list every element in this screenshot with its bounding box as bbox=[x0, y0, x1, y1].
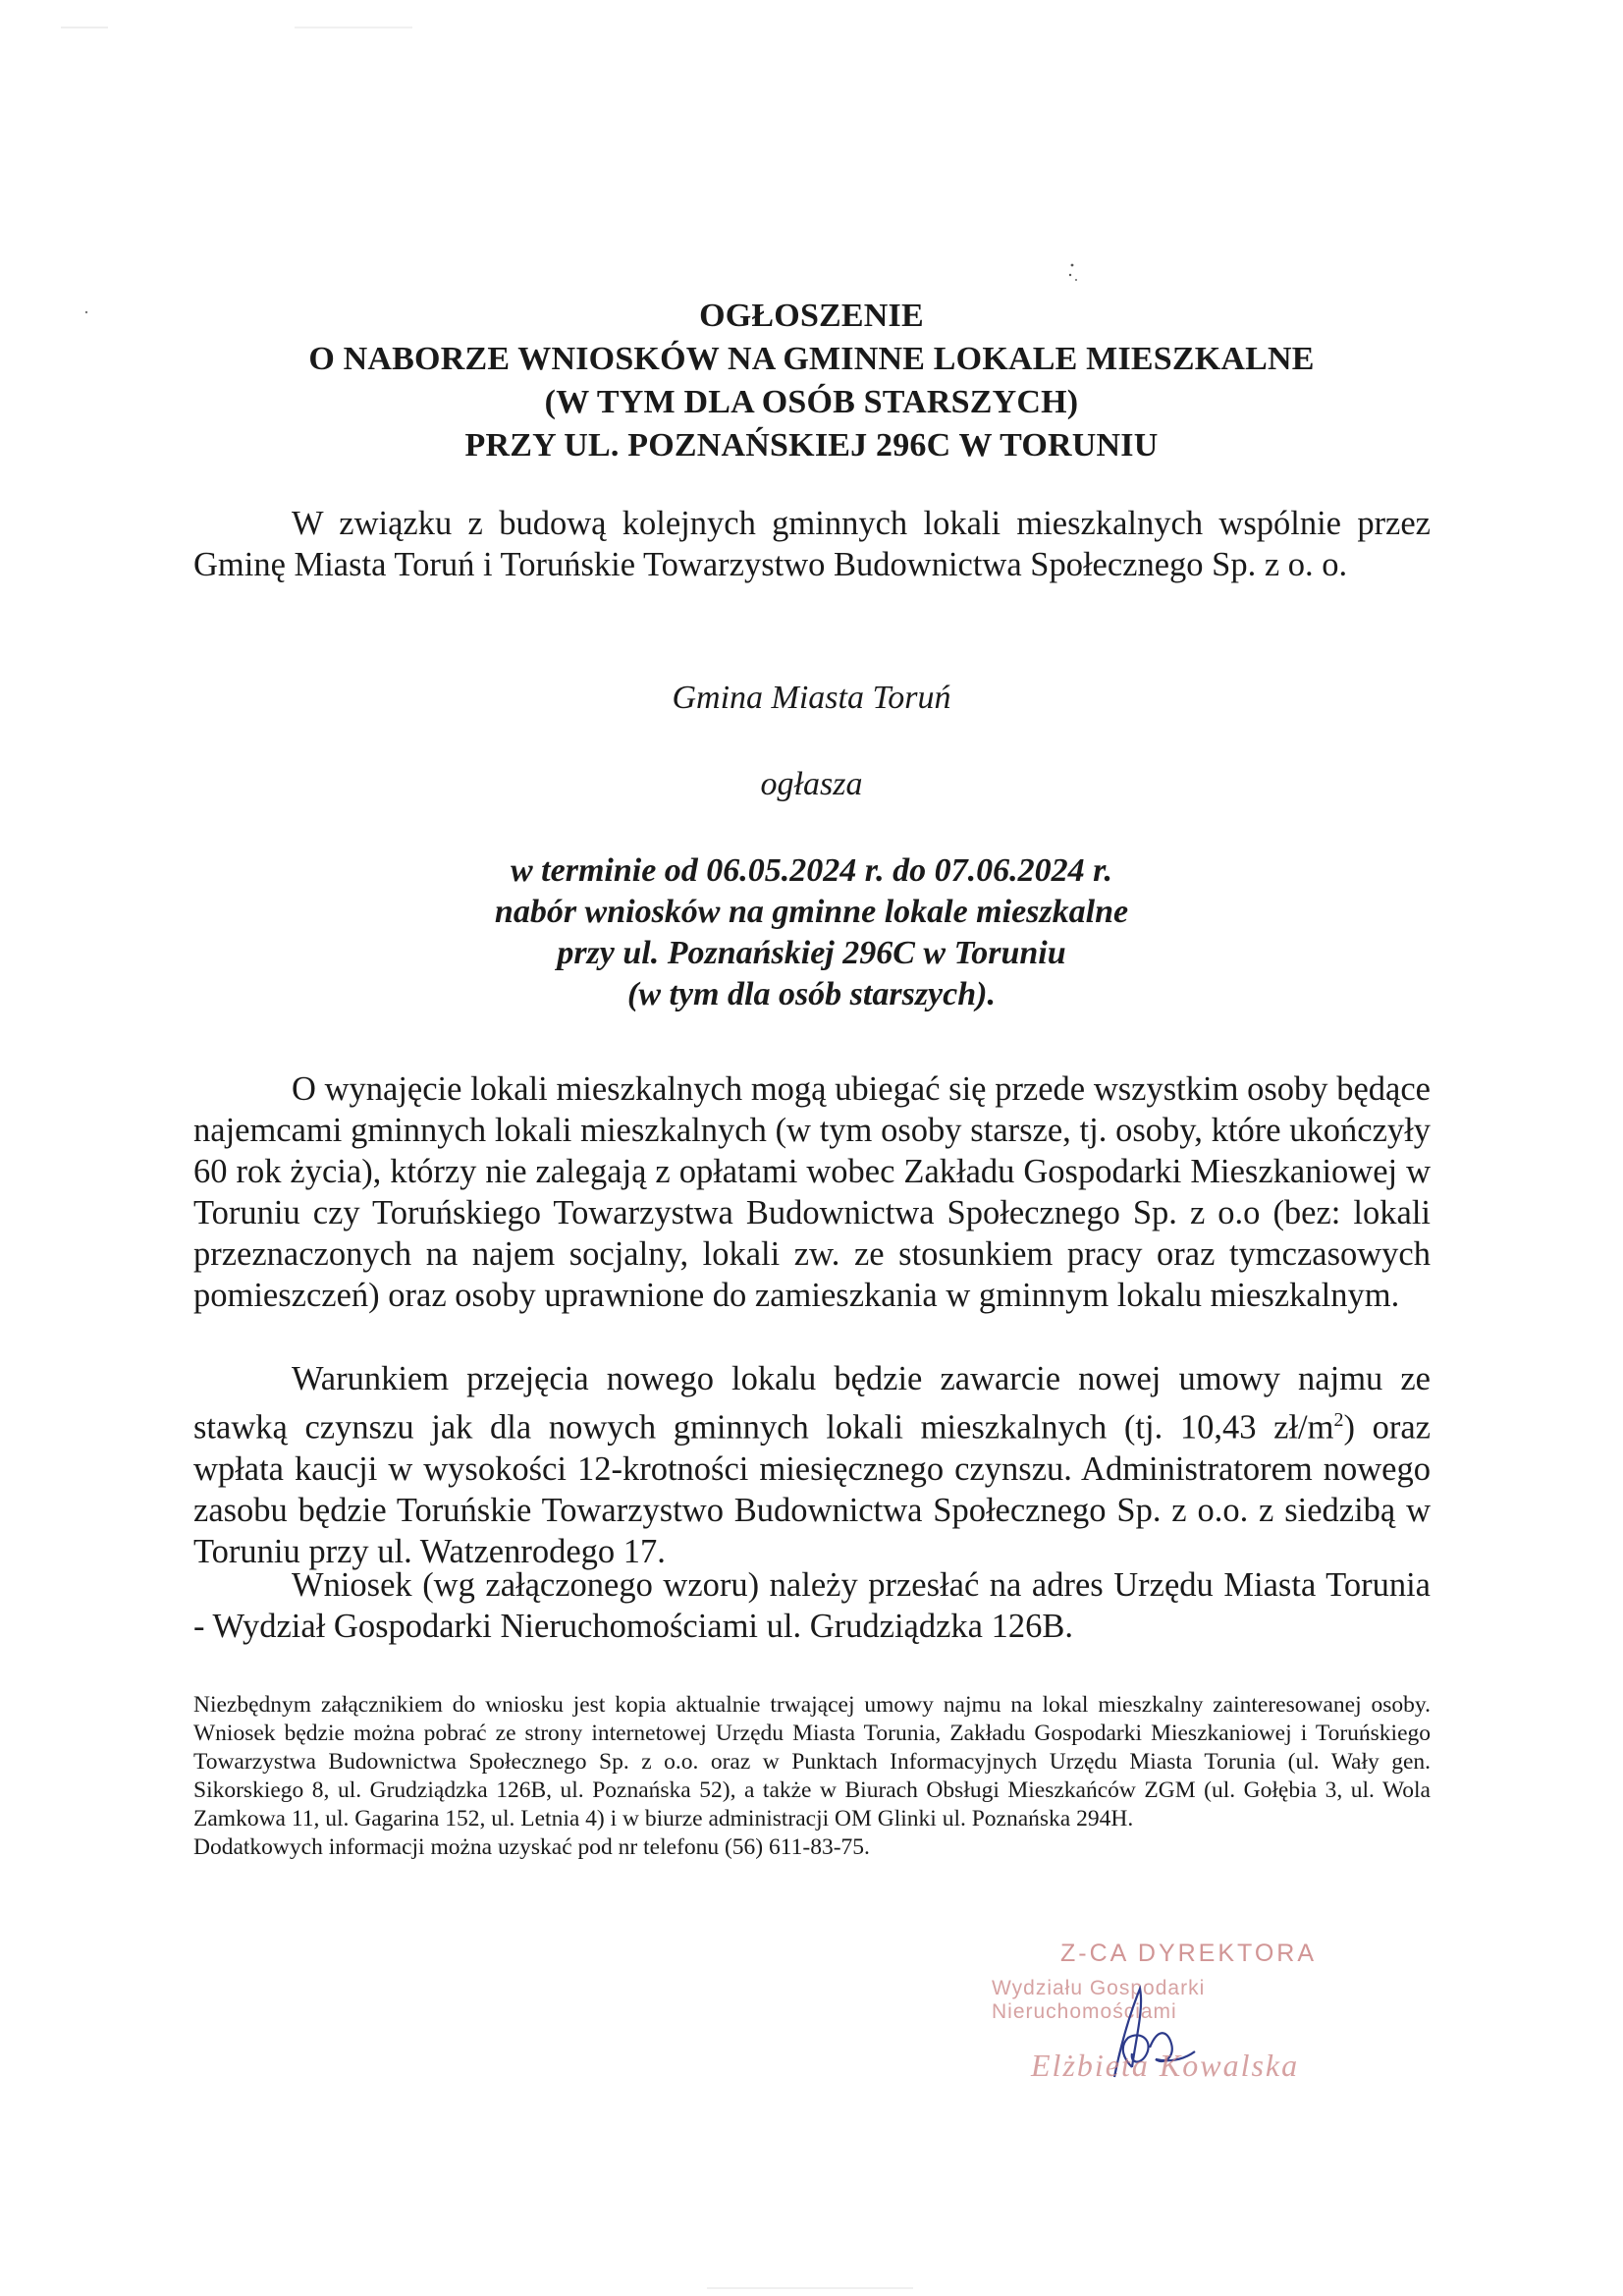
term-block bbox=[0, 850, 1623, 1015]
title-line-4: PRZY UL. POZNAŃSKIEJ 296C W TORUNIU bbox=[464, 427, 1159, 464]
body-paragraph-3 bbox=[193, 1564, 1431, 1647]
footnote-attachment: Niezbędnym załącznikiem do wniosku jest kopia aktualnie trwającej umowy najmu na lokal mieszkalny zainteresowanej osoby. Wniosek będzie można pobrać ze strony internetowej Urzędu Miasta Torunia, Zakładu Gospodarki Mieszkaniowej i Toruńskiego Towarzystwa Budownictwa Społecznego Sp. z o.o. oraz w Punktach Informacyjnych Urzędu Miasta Torunia (ul. Wały gen. Sikorskiego 8, ul. Grudziądzka 126B, ul. Poznańska 52), a także w Biurach Obsługi Mieszkańców ZGM (ul. Gołębia 3, ul. Wola Zamkowa 11, ul. Gagarina 152, ul. Letnia 4) i w biurze administracji OM Glinki ul. Poznańska 294H. bbox=[193, 1692, 1431, 1831]
title-line-1: OGŁOSZENIE bbox=[699, 298, 924, 334]
title-line-3: (W TYM DLA OSÓB STARSZYCH) bbox=[544, 384, 1079, 420]
announcement-title bbox=[0, 295, 1623, 467]
body-p1-text: O wynajęcie lokali mieszkalnych mogą ubiegać się przede wszystkim osoby będące najemcami gminnych lokali mieszkalnych (w tym osoby starsze, tj. osoby, które ukończyły 60 rok życia), którzy nie zalegają z opłatami wobec Zakładu Gospodarki Mieszkaniowej w Toruniu czy Toruńskiego Towarzystwa Budownictwa Społecznego Sp. z o.o (bez: lokali przeznaczonych na najem socjalny, lokali zw. ze stosunkiem pracy oraz tymczasowych pomieszczeń) oraz osoby uprawnione do zamieszkania w gminnym lokalu mieszkalnym. bbox=[193, 1070, 1431, 1314]
footnote-phone: Dodatkowych informacji można uzyskać pod nr telefonu (56) 611-83-75. bbox=[193, 1834, 870, 1860]
stamp-department: Wydziału Gospodarki Nieruchomościami bbox=[992, 1977, 1206, 2023]
issuer-text: Gmina Miasta Toruń bbox=[672, 680, 951, 716]
footnotes bbox=[193, 1691, 1431, 1862]
term-line-3: przy ul. Poznańskiej 296C w Toruniu bbox=[557, 935, 1066, 971]
announces-text: ogłasza bbox=[760, 766, 863, 802]
announces-word bbox=[0, 764, 1623, 805]
body-p2-text-b: ) oraz wpłata kaucji w wysokości 12-krotności miesięcznego czynszu. Administratorem nowego zasobu będzie Toruńskie Towarzystwo Budownictwa Społecznego Sp. z o.o. z siedzibą w Toruniu przy ul. Watzenrodego 17. bbox=[193, 1408, 1431, 1570]
body-paragraph-1 bbox=[193, 1068, 1431, 1316]
issuer-name bbox=[0, 678, 1623, 719]
term-line-4: (w tym dla osób starszych). bbox=[627, 976, 996, 1012]
body-p2-superscript: 2 bbox=[1333, 1409, 1344, 1431]
term-line-2: nabór wniosków na gminne lokale mieszkalne bbox=[494, 894, 1129, 930]
body-p3-text: Wniosek (wg załączonego wzoru) należy przesłać na adres Urzędu Miasta Torunia - Wydział Gospodarki Nieruchomościami ul. Grudziądzka 126B. bbox=[193, 1566, 1431, 1645]
intro-paragraph bbox=[193, 503, 1431, 585]
body-paragraph-2 bbox=[193, 1358, 1431, 1572]
official-stamp bbox=[972, 1930, 1384, 2097]
stamp-signatory: Elżbieta Kowalska bbox=[1031, 2048, 1300, 2083]
body-p2-text-a: Warunkiem przejęcia nowego lokalu będzie zawarcie nowej umowy najmu ze stawką czynszu jak dla nowych gminnych lokali mieszkalnych (tj. 10,43 zł/m bbox=[193, 1360, 1431, 1447]
intro-text: W związku z budową kolejnych gminnych lokali mieszkalnych wspólnie przez Gminę Miasta Toruń i Toruńskie Towarzystwo Budownictwa Społecznego Sp. z o. o. bbox=[193, 505, 1431, 583]
term-line-1: w terminie od 06.05.2024 r. do 07.06.2024 r. bbox=[511, 852, 1112, 889]
title-line-2: O NABORZE WNIOSKÓW NA GMINNE LOKALE MIESZKALNE bbox=[308, 341, 1315, 377]
stamp-title: Z-CA DYREKTORA bbox=[1060, 1940, 1318, 1967]
